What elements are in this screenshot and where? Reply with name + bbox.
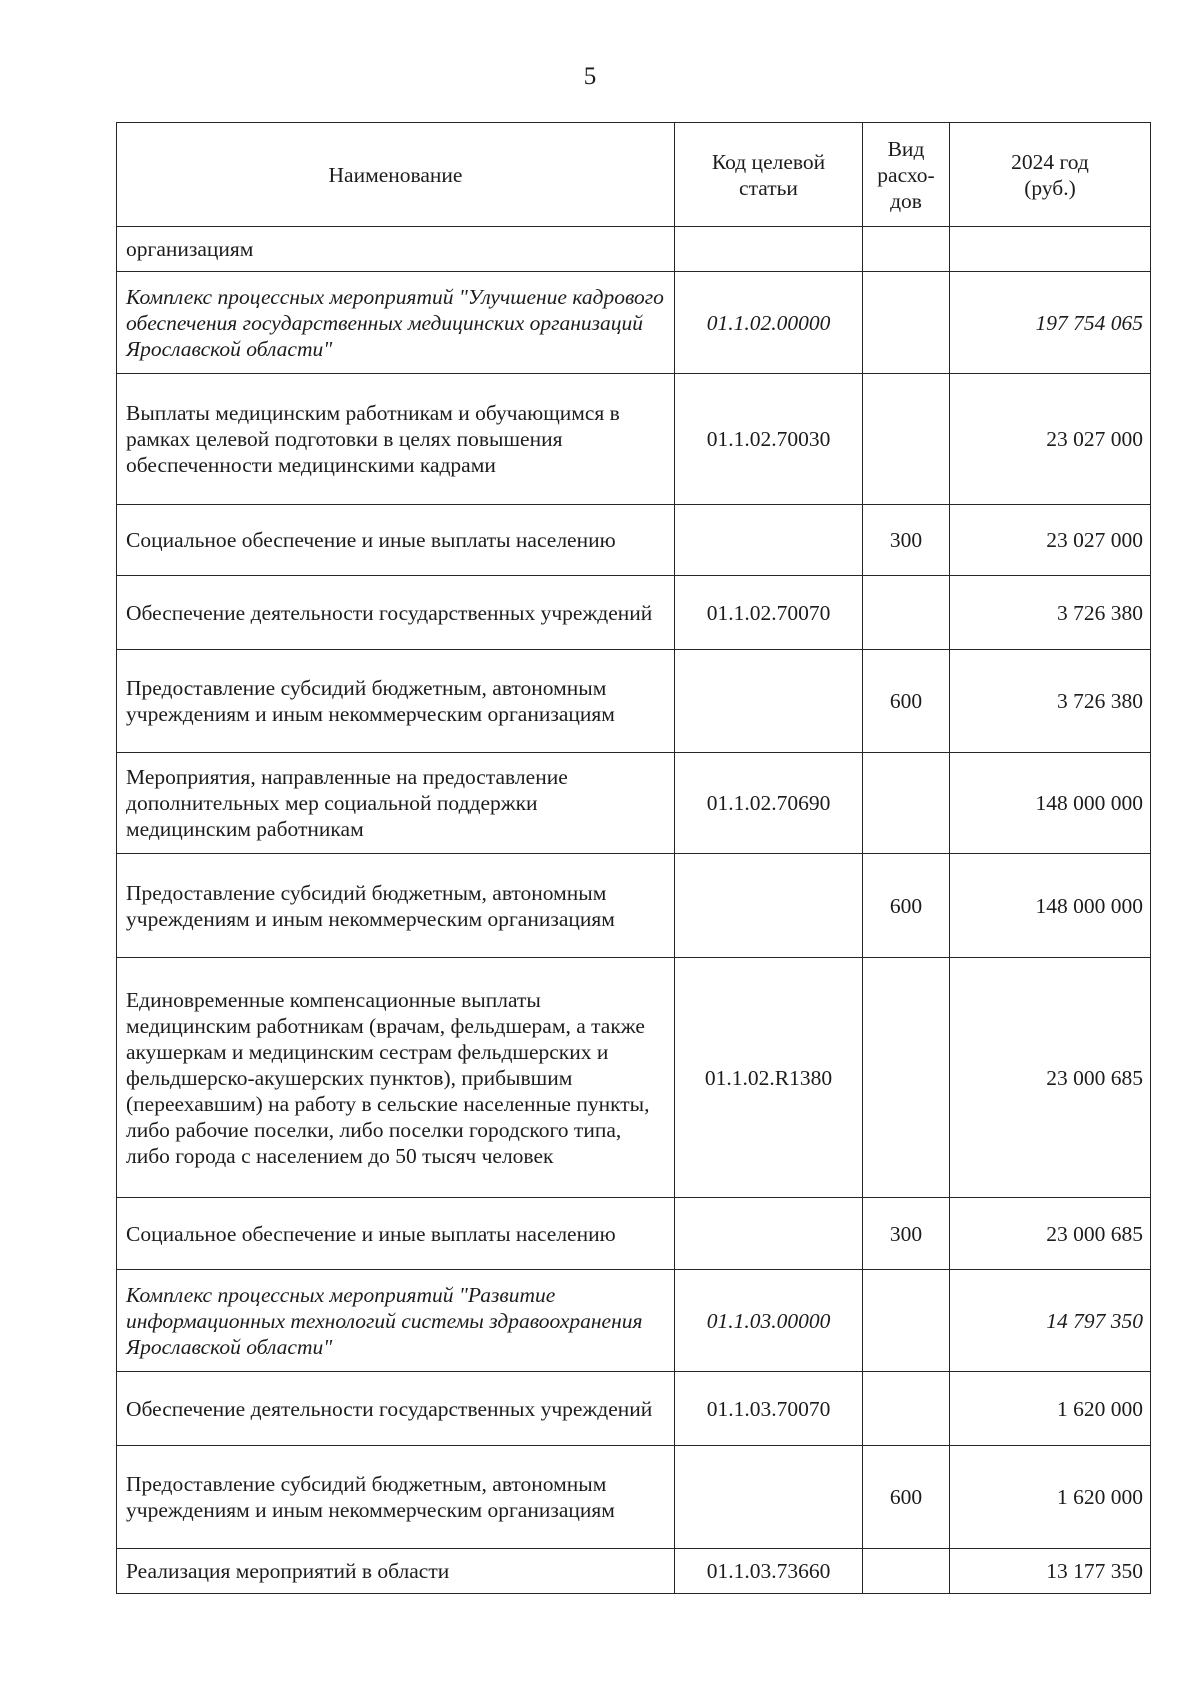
cell-amount: 3 726 380: [950, 650, 1151, 753]
cell-name: Реализация мероприятий в области: [117, 1549, 675, 1594]
table-row: [117, 958, 1151, 1198]
table-row: [117, 854, 1151, 958]
table-row: [117, 1372, 1151, 1446]
table-body: [117, 227, 1151, 1594]
cell-expense-type: 600: [863, 650, 950, 753]
cell-target-code: 01.1.02.R1380: [675, 958, 863, 1198]
table-row: [117, 505, 1151, 576]
cell-target-code: [675, 1198, 863, 1270]
cell-name: Социальное обеспечение и иные выплаты населению: [117, 1198, 675, 1270]
cell-expense-type: [863, 227, 950, 272]
table-row: [117, 753, 1151, 854]
cell-target-code: 01.1.02.00000: [675, 272, 863, 374]
cell-name: Комплекс процессных мероприятий "Улучшение кадрового обеспечения государственных медицинских организаций Ярославской области": [117, 272, 675, 374]
cell-expense-type: [863, 576, 950, 650]
table-header: [117, 123, 1151, 227]
cell-amount: 23 027 000: [950, 374, 1151, 505]
cell-amount: 197 754 065: [950, 272, 1151, 374]
cell-expense-type: [863, 1270, 950, 1372]
cell-name: организациям: [117, 227, 675, 272]
cell-target-code: [675, 650, 863, 753]
cell-name: Комплекс процессных мероприятий "Развитие информационных технологий системы здравоохранения Ярославской области": [117, 1270, 675, 1372]
cell-target-code: 01.1.03.00000: [675, 1270, 863, 1372]
cell-name: Предоставление субсидий бюджетным, автономным учреждениям и иным некоммерческим организациям: [117, 854, 675, 958]
cell-amount: 23 027 000: [950, 505, 1151, 576]
header-name: Наименование: [117, 123, 675, 227]
cell-name: Обеспечение деятельности государственных учреждений: [117, 576, 675, 650]
cell-amount: 148 000 000: [950, 854, 1151, 958]
table-row: [117, 1549, 1151, 1594]
cell-name: Выплаты медицинским работникам и обучающимся в рамках целевой подготовки в целях повышения обеспеченности медицинскими кадрами: [117, 374, 675, 505]
cell-name: Мероприятия, направленные на предоставление дополнительных мер социальной поддержки медицинским работникам: [117, 753, 675, 854]
table-row: [117, 576, 1151, 650]
cell-amount: 14 797 350: [950, 1270, 1151, 1372]
cell-amount: 23 000 685: [950, 958, 1151, 1198]
table-row: [117, 1446, 1151, 1549]
header-amount-2024: 2024 год (руб.): [950, 123, 1151, 227]
page-number: 5: [583, 63, 597, 90]
table-row: [117, 374, 1151, 505]
cell-expense-type: 600: [863, 1446, 950, 1549]
table-row: [117, 1270, 1151, 1372]
cell-name: Предоставление субсидий бюджетным, автономным учреждениям и иным некоммерческим организациям: [117, 650, 675, 753]
cell-target-code: 01.1.02.70070: [675, 576, 863, 650]
cell-target-code: [675, 505, 863, 576]
cell-amount: 1 620 000: [950, 1446, 1151, 1549]
table-row: [117, 272, 1151, 374]
cell-amount: 1 620 000: [950, 1372, 1151, 1446]
table-row: [117, 650, 1151, 753]
table-row: [117, 227, 1151, 272]
cell-target-code: 01.1.02.70690: [675, 753, 863, 854]
cell-target-code: [675, 1446, 863, 1549]
cell-target-code: 01.1.03.73660: [675, 1549, 863, 1594]
cell-amount: 23 000 685: [950, 1198, 1151, 1270]
header-expense-type: Вид расхо-дов: [863, 123, 950, 227]
cell-expense-type: 300: [863, 1198, 950, 1270]
cell-expense-type: [863, 374, 950, 505]
cell-amount: 3 726 380: [950, 576, 1151, 650]
cell-name: Социальное обеспечение и иные выплаты населению: [117, 505, 675, 576]
header-row: [117, 123, 1151, 227]
cell-expense-type: [863, 753, 950, 854]
budget-table: [116, 122, 1151, 1594]
cell-amount: 148 000 000: [950, 753, 1151, 854]
cell-expense-type: 600: [863, 854, 950, 958]
cell-expense-type: 300: [863, 505, 950, 576]
cell-amount: 13 177 350: [950, 1549, 1151, 1594]
cell-name: Обеспечение деятельности государственных учреждений: [117, 1372, 675, 1446]
cell-expense-type: [863, 958, 950, 1198]
cell-expense-type: [863, 1372, 950, 1446]
cell-target-code: 01.1.02.70030: [675, 374, 863, 505]
header-target-code: Код целевой статьи: [675, 123, 863, 227]
cell-expense-type: [863, 272, 950, 374]
cell-expense-type: [863, 1549, 950, 1594]
cell-amount: [950, 227, 1151, 272]
cell-target-code: [675, 227, 863, 272]
cell-name: Предоставление субсидий бюджетным, автономным учреждениям и иным некоммерческим организациям: [117, 1446, 675, 1549]
cell-target-code: 01.1.03.70070: [675, 1372, 863, 1446]
cell-target-code: [675, 854, 863, 958]
table-row: [117, 1198, 1151, 1270]
cell-name: Единовременные компенсационные выплаты медицинским работникам (врачам, фельдшерам, а также акушеркам и медицинским сестрам фельдшерских и фельдшерско-акушерских пунктов), прибывшим (переехавшим) на работу в сельские населенные пункты, либо рабочие поселки, либо поселки городского типа, либо города с населением до 50 тысяч человек: [117, 958, 675, 1198]
